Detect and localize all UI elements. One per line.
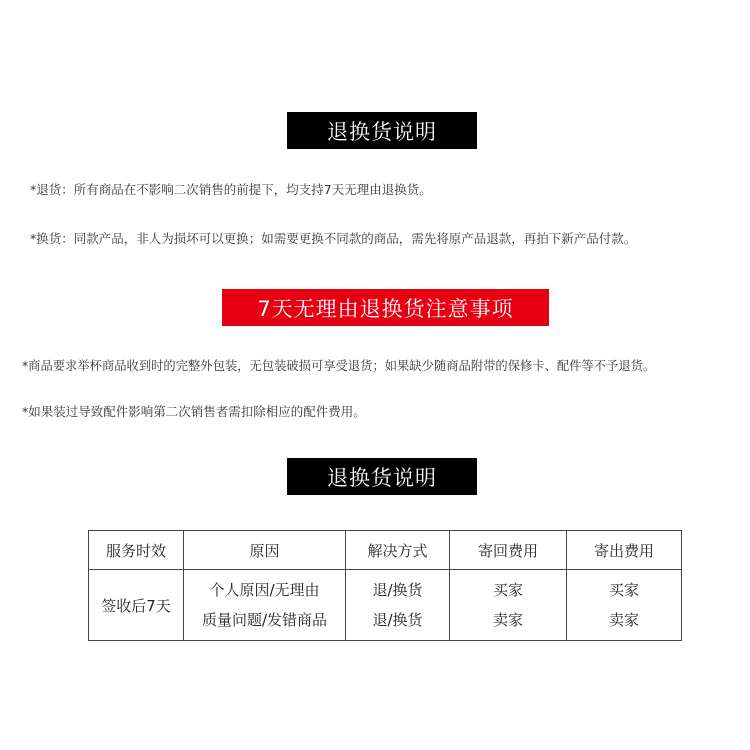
solution-quality: 退/换货 <box>372 611 423 629</box>
cell-reasons <box>184 570 346 641</box>
parts-fee-note: *如果装过导致配件影响第二次销售者需扣除相应的配件费用。 <box>22 404 366 419</box>
send-fee-quality: 卖家 <box>608 611 639 629</box>
notice-title-text: 7天无理由退换货注意事项 <box>257 296 514 321</box>
return-policy-table <box>88 530 682 641</box>
notice-title-banner <box>222 289 549 326</box>
header-solution: 解决方式 <box>346 531 450 570</box>
cell-return-fees <box>450 570 567 641</box>
send-fee-personal: 买家 <box>608 581 639 599</box>
header-send-fee: 寄出费用 <box>567 531 682 570</box>
return-note: *退货：所有商品在不影响二次销售的前提下，均支持7天无理由退换货。 <box>30 182 432 197</box>
header-reason: 原因 <box>184 531 346 570</box>
section-title-return-table <box>287 458 477 495</box>
section-title-text: 退换货说明 <box>327 119 437 144</box>
solution-personal: 退/换货 <box>372 581 423 599</box>
exchange-note: *换货：同款产品，非人为损坏可以更换；如需要更换不同款的商品，需先将原产品退款，再拍下新产品付款。 <box>30 231 637 246</box>
section-title-return-policy <box>287 112 477 149</box>
reason-personal: 个人原因/无理由 <box>209 581 320 599</box>
header-return-fee: 寄回费用 <box>450 531 567 570</box>
packaging-note: *商品要求举杯商品收到时的完整外包装，无包装破损可享受退货；如果缺少随商品附带的保修卡、配件等不予退货。 <box>22 359 656 373</box>
cell-send-fees <box>567 570 682 641</box>
reason-quality: 质量问题/发错商品 <box>201 611 328 629</box>
section-title-text: 退换货说明 <box>327 465 437 490</box>
header-service-period: 服务时效 <box>89 531 184 570</box>
cell-solutions <box>346 570 450 641</box>
cell-service-period: 签收后7天 <box>89 570 184 641</box>
return-fee-personal: 买家 <box>492 581 523 599</box>
table-row <box>89 570 682 641</box>
return-fee-quality: 卖家 <box>492 611 523 629</box>
table-header-row <box>89 531 682 570</box>
